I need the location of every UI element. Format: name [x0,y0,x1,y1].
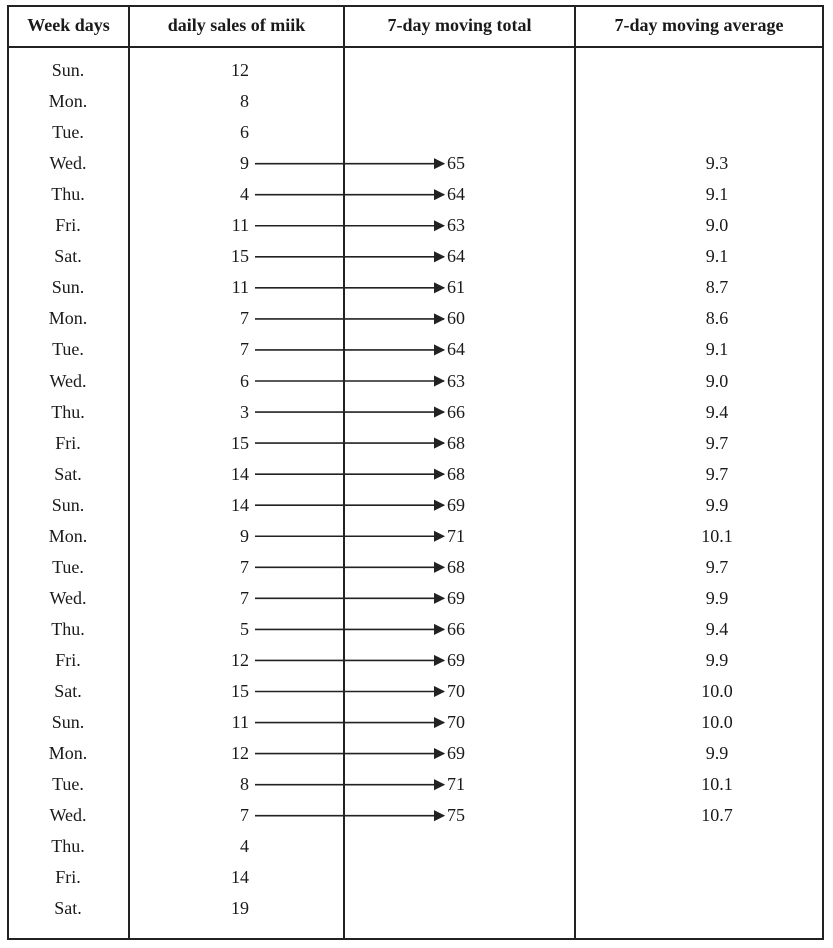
moving-total-cell: 69 [447,587,465,608]
moving-average-cell: 9.4 [705,401,729,422]
moving-average-cell: 10.1 [701,774,733,795]
moving-total-cell: 68 [447,432,465,453]
daily-sales-cell: 14 [231,463,249,484]
moving-average-cell: 9.1 [705,184,729,205]
moving-total-cell: 60 [447,308,465,329]
daily-sales-cell: 7 [240,339,249,360]
week-day-cell: Tue. [52,774,84,795]
moving-total-cell: 68 [447,463,465,484]
week-day-cell: Tue. [52,339,84,360]
daily-sales-cell: 19 [231,898,249,919]
daily-sales-cell: 3 [240,401,249,422]
week-day-cell: Wed. [49,370,87,391]
moving-total-cell: 64 [447,339,465,360]
moving-total-cell: 71 [447,774,465,795]
week-day-cell: Sat. [54,898,82,919]
week-day-cell: Fri. [55,867,81,888]
moving-average-cell: 8.7 [705,277,729,298]
daily-sales-cell: 15 [231,432,249,453]
moving-average-cell: 9.1 [705,246,729,267]
daily-sales-cell: 9 [240,153,249,174]
week-day-cell: Mon. [48,308,88,329]
daily-sales-cell: 14 [231,867,249,888]
daily-sales-cell: 15 [231,681,249,701]
moving-total-cell: 69 [447,494,465,515]
moving-total-cell: 75 [447,805,465,826]
week-day-cell: Sun. [51,494,85,515]
week-day-cell: Wed. [49,153,87,174]
moving-average-cell: 9.9 [705,494,729,515]
moving-average-cell: 10.0 [701,681,733,701]
moving-total-cell: 64 [447,246,465,267]
header-week-days: Week days [27,15,110,35]
daily-sales-cell: 7 [240,805,249,826]
week-day-cell: Sat. [54,463,82,484]
moving-total-cell: 63 [447,215,465,236]
week-day-cell: Tue. [52,122,84,143]
moving-total-cell: 70 [447,681,465,701]
moving-total-cell: 70 [447,712,465,733]
week-day-cell: Sun. [51,277,85,298]
moving-average-table [7,5,824,940]
week-day-cell: Sun. [51,60,85,80]
header-daily-sales: daily sales of miik [167,15,306,35]
week-day-cell: Thu. [51,618,85,639]
daily-sales-cell: 6 [240,122,249,143]
moving-total-cell: 69 [447,743,465,764]
daily-sales-cell: 11 [231,712,249,733]
moving-total-cell: 64 [447,184,465,205]
daily-sales-cell: 6 [240,370,249,391]
moving-total-cell: 66 [447,618,465,639]
moving-total-cell: 61 [447,277,465,298]
week-day-cell: Fri. [55,649,81,670]
daily-sales-cell: 4 [240,836,249,857]
moving-average-cell: 8.6 [705,308,729,329]
moving-total-cell: 66 [447,401,465,422]
week-day-cell: Mon. [48,91,88,112]
moving-average-cell: 9.7 [705,463,729,484]
daily-sales-cell: 12 [231,60,249,80]
moving-average-cell: 9.0 [705,215,729,236]
moving-average-cell: 10.7 [701,805,733,826]
moving-average-cell: 9.4 [705,618,729,639]
week-day-cell: Tue. [52,556,84,577]
header-moving-average: 7-day moving average [614,15,784,35]
week-day-cell: Wed. [49,805,87,826]
week-day-cell: Fri. [55,215,81,236]
moving-average-cell: 9.7 [705,556,729,577]
week-day-cell: Mon. [48,743,88,764]
daily-sales-cell: 12 [231,743,249,764]
daily-sales-cell: 5 [240,618,249,639]
week-day-cell: Sat. [54,246,82,267]
moving-average-cell: 9.3 [705,153,729,174]
week-day-cell: Thu. [51,836,85,857]
week-day-cell: Mon. [48,525,88,546]
moving-total-cell: 69 [447,649,465,670]
daily-sales-cell: 14 [231,494,249,515]
daily-sales-cell: 11 [231,215,249,236]
week-day-cell: Thu. [51,184,85,205]
daily-sales-cell: 8 [240,91,249,112]
daily-sales-cell: 4 [240,184,249,205]
moving-average-cell: 9.7 [705,432,729,453]
moving-average-cell: 9.9 [705,587,729,608]
moving-total-cell: 65 [447,153,465,174]
week-day-cell: Sat. [54,681,82,701]
moving-total-cell: 68 [447,556,465,577]
week-day-cell: Thu. [51,401,85,422]
moving-average-cell: 9.1 [705,339,729,360]
moving-average-cell: 9.0 [705,370,729,391]
moving-average-cell: 9.9 [705,743,729,764]
daily-sales-cell: 8 [240,774,249,795]
daily-sales-cell: 12 [231,649,249,670]
daily-sales-cell: 7 [240,587,249,608]
moving-total-cell: 71 [447,525,465,546]
moving-average-cell: 10.1 [701,525,733,546]
week-day-cell: Sun. [51,712,85,733]
daily-sales-cell: 7 [240,556,249,577]
week-day-cell: Fri. [55,432,81,453]
daily-sales-cell: 15 [231,246,249,267]
moving-average-cell: 9.9 [705,649,729,670]
daily-sales-cell: 9 [240,525,249,546]
daily-sales-cell: 11 [231,277,249,298]
week-day-cell: Wed. [49,587,87,608]
daily-sales-cell: 7 [240,308,249,329]
header-moving-total: 7-day moving total [387,15,532,35]
moving-total-cell: 63 [447,370,465,391]
moving-average-cell: 10.0 [701,712,733,733]
